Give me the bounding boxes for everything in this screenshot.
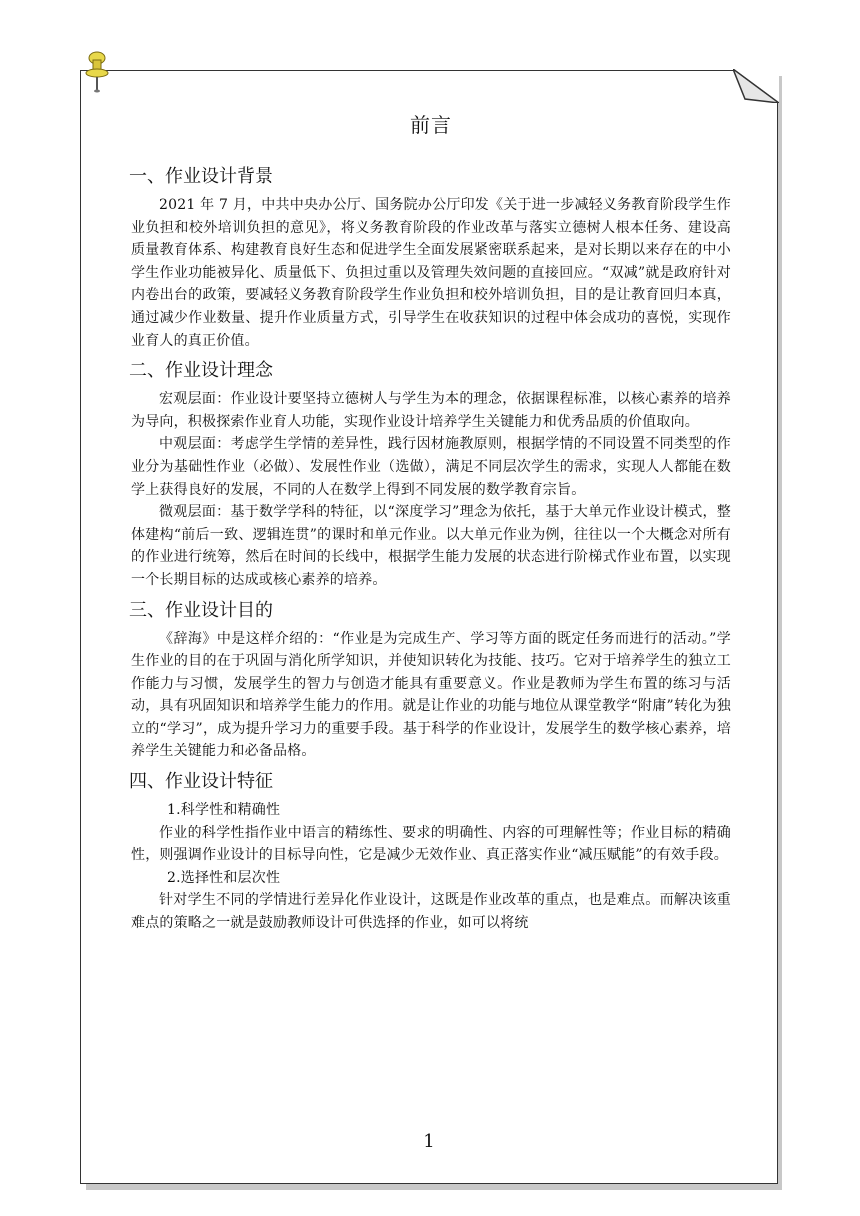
page-corner-fold-icon (733, 69, 779, 103)
paragraph: 作业的科学性指作业中语言的精练性、要求的明确性、内容的可理解性等；作业目标的精确性，则强调作业设计的目标导向性，它是减少无效作业、真正落实作业“减压赋能”的有效手段。 (131, 824, 731, 864)
section-heading: 三、作业设计目的 (129, 599, 273, 621)
section-heading: 一、作业设计背景 (129, 166, 273, 187)
section-heading: 四、作业设计特征 (129, 771, 273, 793)
paragraph: 中观层面：考虑学生学情的差异性，践行因材施教原则，根据学情的不同设置不同类型的作业分为基础性作业（必做）、发展性作业（选做），满足不同层次学生的需求，实现人人都能在数学上获得良好的发展，不同的人在数学上得到不同发展的数学教育宗旨。 (131, 436, 731, 498)
section-concept (131, 358, 731, 591)
section-purpose (131, 598, 731, 764)
paragraph: 微观层面：基于数学学科的特征，以“深度学习”理念为依托，基于大单元作业设计模式，整体建构“前后一致、逻辑连贯”的课时和单元作业。以大单元作业为例，往往以一个大概念对所有的作业进行统筹，然后在时间的长线中，根据学生能力发展的状态进行阶梯式作业布置，以实现一个长期目标的达成或核心素养的培养。 (131, 504, 731, 588)
section-heading: 二、作业设计理念 (129, 360, 273, 382)
subheading: 1.科学性和精确性 (167, 802, 281, 819)
paragraph: 2021 年 7 月，中共中央办公厅、国务院办公厅印发《关于进一步减轻义务教育阶段学生作业负担和校外培训负担的意见》，将义务教育阶段的作业改革与落实立德树人根本任务、建设高质量教育体系、构建教育良好生态和促进学生全面发展紧密联系起来，是对长期以来存在的中小学生作业功能被异化、质量低下、负担过重以及管理失效问题的直接回应。“双减”就是政府针对内卷出台的政策，要减轻义务教育阶段学生作业负担和校外培训负担，目的是让教育回归本真，通过减少作业数量、提升作业质量方式，引导学生在收获知识的过程中体会成功的喜悦，实现作业育人的真正价值。 (131, 197, 731, 349)
paragraph: 宏观层面：作业设计要坚持立德树人与学生为本的理念，依据课程标准，以核心素养的培养为导向，积极探索作业育人功能，实现作业设计培养学生关键能力和优秀品质的价值取向。 (131, 391, 731, 430)
section-background (131, 164, 731, 352)
section-features (131, 769, 731, 935)
document-title: 前言 (410, 113, 452, 137)
subheading: 2.选择性和层次性 (167, 869, 281, 886)
document-page (80, 70, 778, 1184)
page-number: 1 (423, 1131, 435, 1152)
pushpin-icon (84, 50, 110, 94)
paragraph: 《辞海》中是这样介绍的：“作业是为完成生产、学习等方面的既定任务而进行的活动。”学生作业的目的在于巩固与消化所学知识，并使知识转化为技能、技巧。它对于培养学生的独立工作能力与习惯，发展学生的智力与创造才能具有重要意义。作业是教师为学生布置的练习与活动，具有巩固知识和培养学生能力的作用。就是让作业的功能与地位从课堂教学“附庸”转化为独立的“学习”，成为提升学习力的重要手段。基于科学的作业设计，发展学生的数学核心素养，培养学生关键能力和必备品格。 (131, 630, 731, 760)
document-content (131, 109, 731, 941)
paragraph: 针对学生不同的学情进行差异化作业设计，这既是作业改革的重点，也是难点。而解决该重难点的策略之一就是鼓励教师设计可供选择的作业，如可以将统 (131, 892, 731, 932)
